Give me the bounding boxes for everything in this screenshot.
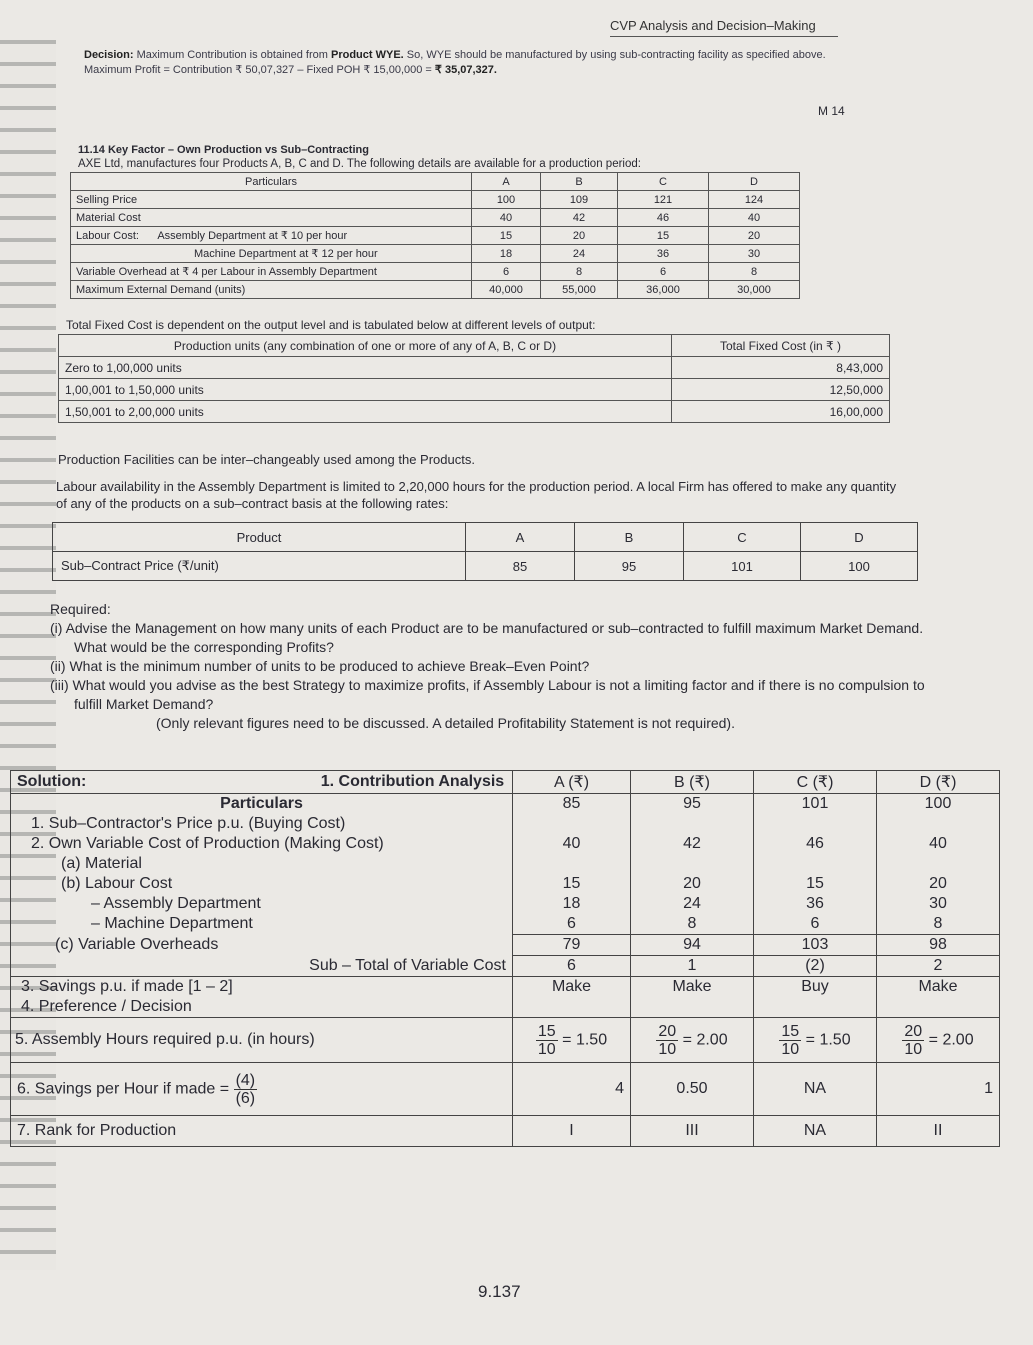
solution-table bbox=[10, 770, 1000, 1147]
solution-title-row bbox=[11, 771, 1000, 794]
cell: 100 bbox=[472, 191, 541, 209]
cell: 15 bbox=[472, 227, 541, 245]
table-row bbox=[71, 263, 800, 281]
table-header: A bbox=[466, 523, 575, 552]
cell: 40 bbox=[877, 834, 1000, 854]
cell: I bbox=[513, 1116, 631, 1147]
row-label-main: Labour Cost: bbox=[76, 230, 139, 242]
question-intro: AXE Ltd, manufactures four Products A, B, C and D. The following details are available for a production period: bbox=[78, 158, 641, 170]
cell: 8 bbox=[709, 263, 800, 281]
cell: 109 bbox=[541, 191, 618, 209]
row-label: Material Cost bbox=[71, 209, 472, 227]
cell: 24 bbox=[541, 245, 618, 263]
table-row bbox=[53, 552, 918, 581]
cell: 100 bbox=[877, 794, 1000, 815]
table-header: B bbox=[541, 173, 618, 191]
required-item bbox=[50, 657, 930, 676]
solution-label: Solution: bbox=[17, 773, 87, 790]
cell: 6 bbox=[754, 914, 877, 935]
decision-product: Product WYE. bbox=[331, 49, 404, 61]
cell: 42 bbox=[631, 834, 754, 854]
cell: 15 bbox=[513, 874, 631, 894]
col-header: C (₹) bbox=[754, 771, 877, 794]
header-rule bbox=[610, 36, 838, 37]
result: = 2.00 bbox=[682, 1031, 728, 1049]
table-header-row bbox=[59, 335, 890, 357]
cell bbox=[631, 1018, 754, 1063]
row-label: (a) Material bbox=[11, 854, 513, 874]
cell: Make bbox=[631, 977, 754, 998]
numerator: 15 bbox=[781, 1022, 800, 1040]
cell: 101 bbox=[754, 794, 877, 815]
result: = 2.00 bbox=[928, 1031, 974, 1049]
cell: 101 bbox=[684, 552, 801, 581]
cell bbox=[877, 814, 1000, 834]
result: = 1.50 bbox=[805, 1031, 851, 1049]
decision-text: Maximum Contribution is obtained from bbox=[136, 49, 328, 61]
cell: 40 bbox=[472, 209, 541, 227]
table-row bbox=[11, 935, 1000, 956]
cell: 36,000 bbox=[618, 281, 709, 299]
numerator: 20 bbox=[658, 1022, 677, 1040]
table-row bbox=[11, 914, 1000, 935]
table-row bbox=[11, 894, 1000, 914]
fraction bbox=[656, 1023, 678, 1058]
cell: 6 bbox=[513, 956, 631, 977]
row-label: (b) Labour Cost bbox=[11, 874, 513, 894]
cell: 20 bbox=[877, 874, 1000, 894]
result: = 1.50 bbox=[562, 1031, 608, 1049]
fraction bbox=[902, 1023, 924, 1058]
table-header: D bbox=[801, 523, 918, 552]
denominator: (6) bbox=[235, 1089, 256, 1107]
cell: 20 bbox=[541, 227, 618, 245]
labour-text: Labour availability in the Assembly Department is limited to 2,20,000 hours for the production period. A local Firm has offered to make any quantity of any of the products on a sub–contract basis at the following rates: bbox=[56, 479, 897, 511]
item-text: What would you advise as the best Strategy to maximize profits, if Assembly Labour is not a limiting factor and if there is no compulsion to fulfill Market Demand? bbox=[72, 677, 925, 712]
cell: 94 bbox=[631, 935, 754, 956]
table-row bbox=[71, 281, 800, 299]
cell: 16,00,000 bbox=[672, 401, 890, 423]
row-label: – Assembly Department bbox=[11, 894, 513, 914]
cell: 85 bbox=[466, 552, 575, 581]
table-row bbox=[11, 854, 1000, 874]
cell bbox=[513, 1018, 631, 1063]
cell: 85 bbox=[513, 794, 631, 815]
row-label: 7. Rank for Production bbox=[11, 1116, 513, 1147]
table-row bbox=[71, 191, 800, 209]
table-header-row bbox=[71, 173, 800, 191]
row-label: Selling Price bbox=[71, 191, 472, 209]
decision-paragraph bbox=[84, 48, 844, 78]
table-header: C bbox=[618, 173, 709, 191]
cell: 121 bbox=[618, 191, 709, 209]
cell: 8,43,000 bbox=[672, 357, 890, 379]
row-label: Sub – Total of Variable Cost bbox=[11, 956, 513, 977]
fraction bbox=[779, 1023, 801, 1058]
decision-text-2: So, WYE should be manufactured by using sub-contracting facility as specified above. Maximum Profit = Contribution ₹ 50,07,327 – Fixed POH ₹ 15,00,000 = bbox=[84, 49, 826, 76]
cell: 24 bbox=[631, 894, 754, 914]
required-item bbox=[50, 676, 930, 714]
cell: 8 bbox=[877, 914, 1000, 935]
cell: 30 bbox=[709, 245, 800, 263]
cell: 1 bbox=[631, 956, 754, 977]
cell: 95 bbox=[631, 794, 754, 815]
cell: 6 bbox=[472, 263, 541, 281]
cell: 0.50 bbox=[631, 1063, 754, 1116]
cell: NA bbox=[754, 1116, 877, 1147]
cell bbox=[631, 997, 754, 1018]
denominator: 10 bbox=[781, 1040, 800, 1058]
table-row bbox=[11, 1063, 1000, 1116]
row-label: 5. Assembly Hours required p.u. (in hours) bbox=[11, 1018, 513, 1063]
table-row bbox=[11, 997, 1000, 1018]
cell: Make bbox=[513, 977, 631, 998]
cell bbox=[631, 814, 754, 834]
cell: 42 bbox=[541, 209, 618, 227]
item-text: What is the minimum number of units to be produced to achieve Break–Even Point? bbox=[69, 658, 590, 674]
table-header: Total Fixed Cost (in ₹ ) bbox=[672, 335, 890, 357]
cell: 15 bbox=[754, 874, 877, 894]
cell: II bbox=[877, 1116, 1000, 1147]
denominator: 10 bbox=[537, 1040, 556, 1058]
cell: 103 bbox=[754, 935, 877, 956]
item-text: Advise the Management on how many units of each Product are to be manufactured or sub–contracted to fulfill maximum Market Demand. What would be the corresponding Profits? bbox=[65, 620, 924, 655]
cell bbox=[877, 997, 1000, 1018]
table-row bbox=[59, 401, 890, 423]
table-row bbox=[59, 379, 890, 401]
table-header: D bbox=[709, 173, 800, 191]
cell: Buy bbox=[754, 977, 877, 998]
chapter-header: CVP Analysis and Decision–Making bbox=[610, 18, 816, 33]
table-row bbox=[11, 874, 1000, 894]
note: (Only relevant figures need to be discussed. A detailed Profitability Statement is not required). bbox=[156, 715, 735, 731]
cell bbox=[513, 854, 631, 874]
cell: 20 bbox=[709, 227, 800, 245]
row-label bbox=[11, 1063, 513, 1116]
page-number: 9.137 bbox=[478, 1282, 521, 1301]
cell: 40 bbox=[709, 209, 800, 227]
table-row bbox=[71, 227, 800, 245]
cell: Make bbox=[877, 977, 1000, 998]
table-row bbox=[71, 209, 800, 227]
table-header-row bbox=[53, 523, 918, 552]
cell: 46 bbox=[754, 834, 877, 854]
fraction bbox=[234, 1072, 258, 1107]
row-label: 3. Savings p.u. if made [1 – 2] bbox=[11, 977, 513, 998]
cell: 8 bbox=[541, 263, 618, 281]
denominator: 10 bbox=[904, 1040, 923, 1058]
cell bbox=[513, 997, 631, 1018]
row-label bbox=[71, 227, 472, 245]
product-details-table bbox=[70, 172, 800, 299]
row-label: 4. Preference / Decision bbox=[11, 997, 513, 1018]
cell: 40 bbox=[513, 834, 631, 854]
cell bbox=[754, 1018, 877, 1063]
cell bbox=[631, 854, 754, 874]
denominator: 10 bbox=[658, 1040, 677, 1058]
cell: III bbox=[631, 1116, 754, 1147]
cell: 6 bbox=[618, 263, 709, 281]
fixed-cost-table bbox=[58, 334, 890, 423]
cell: 20 bbox=[631, 874, 754, 894]
required-label: Required: bbox=[50, 601, 111, 617]
fixed-cost-intro: Total Fixed Cost is dependent on the output level and is tabulated below at different levels of output: bbox=[66, 318, 596, 332]
savings-label: 6. Savings per Hour if made = bbox=[17, 1080, 230, 1098]
question-title: 11.14 Key Factor – Own Production vs Sub–Contracting bbox=[78, 144, 369, 156]
cell: 95 bbox=[575, 552, 684, 581]
cell: 79 bbox=[513, 935, 631, 956]
row-label: Maximum External Demand (units) bbox=[71, 281, 472, 299]
table-row bbox=[11, 977, 1000, 998]
cell: 100 bbox=[801, 552, 918, 581]
cell: 36 bbox=[618, 245, 709, 263]
cell bbox=[877, 854, 1000, 874]
col-header: A (₹) bbox=[513, 771, 631, 794]
cell: 36 bbox=[754, 894, 877, 914]
numerator: 15 bbox=[537, 1022, 556, 1040]
cell: 18 bbox=[513, 894, 631, 914]
facilities-text: Production Facilities can be inter–changeably used among the Products. bbox=[58, 452, 475, 467]
cell: 55,000 bbox=[541, 281, 618, 299]
required-section bbox=[50, 600, 930, 733]
table-header: Product bbox=[53, 523, 466, 552]
cell: 18 bbox=[472, 245, 541, 263]
required-item bbox=[50, 619, 930, 657]
row-label: Variable Overhead at ₹ 4 per Labour in Assembly Department bbox=[71, 263, 472, 281]
cell: 12,50,000 bbox=[672, 379, 890, 401]
cell: 30,000 bbox=[709, 281, 800, 299]
cell: 98 bbox=[877, 935, 1000, 956]
cell: 4 bbox=[513, 1063, 631, 1116]
table-row bbox=[11, 1018, 1000, 1063]
item-number: (i) bbox=[50, 620, 63, 636]
row-label-sub: Assembly Department at ₹ 10 per hour bbox=[157, 230, 348, 242]
table-header: C bbox=[684, 523, 801, 552]
col-header: D (₹) bbox=[877, 771, 1000, 794]
cell: 30 bbox=[877, 894, 1000, 914]
numerator: (4) bbox=[235, 1071, 256, 1089]
cell: 2 bbox=[877, 956, 1000, 977]
cell bbox=[754, 814, 877, 834]
cell: Zero to 1,00,000 units bbox=[59, 357, 672, 379]
decision-profit: ₹ 35,07,327. bbox=[434, 64, 497, 76]
table-row bbox=[11, 814, 1000, 834]
table-header: Production units (any combination of one or more of any of A, B, C or D) bbox=[59, 335, 672, 357]
table-row bbox=[71, 245, 800, 263]
numerator: 20 bbox=[904, 1022, 923, 1040]
cell: 124 bbox=[709, 191, 800, 209]
row-label: 1. Sub–Contractor's Price p.u. (Buying Cost) bbox=[11, 814, 513, 834]
row-label: (c) Variable Overheads bbox=[11, 935, 513, 956]
cell: 1 bbox=[877, 1063, 1000, 1116]
cell: (2) bbox=[754, 956, 877, 977]
cell: 1,00,001 to 1,50,000 units bbox=[59, 379, 672, 401]
fraction bbox=[536, 1023, 558, 1058]
cell bbox=[877, 1018, 1000, 1063]
table-row bbox=[11, 956, 1000, 977]
cell: 8 bbox=[631, 914, 754, 935]
cell: 40,000 bbox=[472, 281, 541, 299]
cell: 1,50,001 to 2,00,000 units bbox=[59, 401, 672, 423]
item-number: (ii) bbox=[50, 658, 66, 674]
cell: NA bbox=[754, 1063, 877, 1116]
item-number: (iii) bbox=[50, 677, 69, 693]
table-row bbox=[11, 834, 1000, 854]
table-row bbox=[11, 794, 1000, 815]
row-label: Sub–Contract Price (₹/unit) bbox=[53, 552, 466, 581]
cell bbox=[754, 997, 877, 1018]
row-label: 2. Own Variable Cost of Production (Making Cost) bbox=[11, 834, 513, 854]
particulars-header: Particulars bbox=[11, 794, 513, 815]
table-row bbox=[59, 357, 890, 379]
cell: 15 bbox=[618, 227, 709, 245]
table-header: B bbox=[575, 523, 684, 552]
table-row bbox=[11, 1116, 1000, 1147]
cell bbox=[513, 814, 631, 834]
decision-label: Decision: bbox=[84, 49, 134, 61]
row-label: – Machine Department bbox=[11, 914, 513, 935]
cell: 46 bbox=[618, 209, 709, 227]
cell bbox=[754, 854, 877, 874]
solution-label-cell bbox=[11, 771, 513, 794]
col-header: B (₹) bbox=[631, 771, 754, 794]
row-label-sub: Machine Department at ₹ 12 per hour bbox=[71, 245, 472, 263]
table-header: A bbox=[472, 173, 541, 191]
section-title: 1. Contribution Analysis bbox=[320, 773, 505, 790]
subcontract-table bbox=[52, 522, 918, 581]
exam-reference: M 14 bbox=[818, 104, 845, 118]
cell: 6 bbox=[513, 914, 631, 935]
table-header: Particulars bbox=[71, 173, 472, 191]
